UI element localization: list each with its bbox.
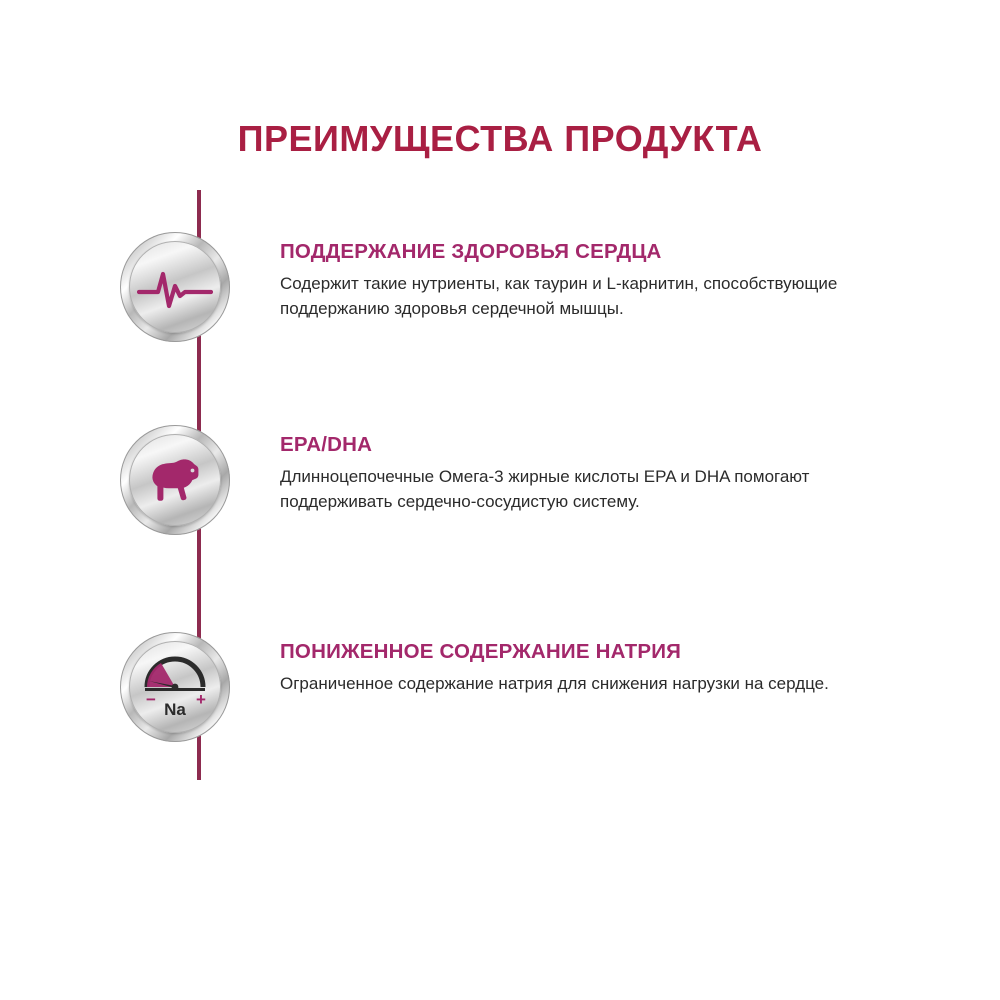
benefit-item-low-sodium [120,632,950,742]
gauge-plus-label: + [196,690,206,709]
sodium-gauge-icon [129,641,221,733]
heartbeat-pulse-icon [129,241,221,333]
benefit-description: Содержит такие нутриенты, как таурин и L-карнитин, способствующие поддержанию здоровья сердечной мышцы. [280,273,838,318]
gauge-minus-label: − [146,690,156,709]
benefit-item-epa-dha [120,425,950,535]
dog-silhouette-icon [129,434,221,526]
benefit-item-heart-health [120,232,950,342]
medal-badge [120,232,230,342]
benefit-text-block [280,425,880,514]
benefit-description: Ограниченное содержание натрия для снижения нагрузки на сердце. [280,673,829,693]
benefit-text-block [280,232,880,321]
medal-badge [120,632,230,742]
benefit-title: ПОДДЕРЖАНИЕ ЗДОРОВЬЯ СЕРДЦА [280,240,662,263]
medal-badge [120,425,230,535]
benefit-description: Длинноцепочечные Омега-3 жирные кислоты EPA и DHA помогают поддерживать сердечно-сосудистую систему. [280,466,810,511]
gauge-element-label: Na [164,700,186,719]
benefit-title: EPA/DHA [280,433,373,456]
benefit-title: ПОНИЖЕННОЕ СОДЕРЖАНИЕ НАТРИЯ [280,640,682,663]
benefit-text-block [280,632,829,696]
page-title: ПРЕИМУЩЕСТВА ПРОДУКТА [237,118,763,159]
